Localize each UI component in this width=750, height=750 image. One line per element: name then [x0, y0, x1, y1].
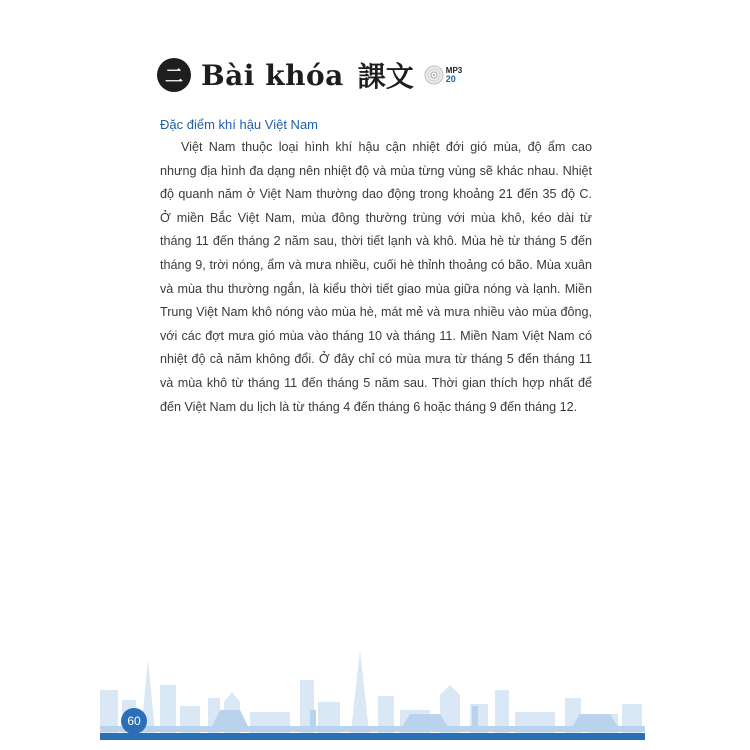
- lesson-title-chinese: 課文: [357, 60, 414, 93]
- section-number-badge: 二: [157, 58, 191, 92]
- reading-title: Đặc điểm khí hậu Việt Nam: [160, 117, 318, 132]
- lesson-header: [157, 52, 462, 98]
- page-number-badge: 60: [121, 708, 147, 734]
- audio-track-indicator[interactable]: [424, 65, 462, 85]
- audio-format-label: MP3: [445, 66, 463, 75]
- city-skyline-illustration: [100, 640, 645, 740]
- audio-track-number: 20: [445, 74, 456, 84]
- cd-icon: [424, 65, 444, 85]
- reading-paragraph: Việt Nam thuộc loại hình khí hậu cận nhiệt đới gió mùa, độ ẩm cao nhưng địa hình đa dạng nên nhiệt độ và mùa từng vùng sẽ khác nhau. Nhiệt độ quanh năm ở Việt Nam thường dao động trong khoảng 21 đến 35 độ C. Ở miền Bắc Việt Nam, mùa đông thường trùng với mùa khô, kéo dài từ tháng 11 đến tháng 2 năm sau, thời tiết lạnh và khô. Mùa hè từ tháng 5 đến tháng 9, trời nóng, ẩm và mưa nhiều, cuối hè thỉnh thoảng có bão. Mùa xuân và mùa thu thường ngắn, là kiểu thời tiết giao mùa giữa nóng và lạnh. Miền Trung Việt Nam khô nóng vào mùa hè, mát mẻ và mưa nhiều vào mùa đông, với các đợt mưa gió mùa vào tháng 10 và tháng 11. Miền Nam Việt Nam có nhiệt độ cả năm không đổi. Ở đây chỉ có mùa mưa từ tháng 5 đến tháng 11 và mùa khô từ tháng 11 đến tháng 5 năm sau. Thời gian thích hợp nhất để đến Việt Nam du lịch là từ tháng 4 đến tháng 6 hoặc tháng 9 đến tháng 12.: [160, 140, 592, 414]
- lesson-title-vietnamese: Bài khóa: [201, 58, 344, 92]
